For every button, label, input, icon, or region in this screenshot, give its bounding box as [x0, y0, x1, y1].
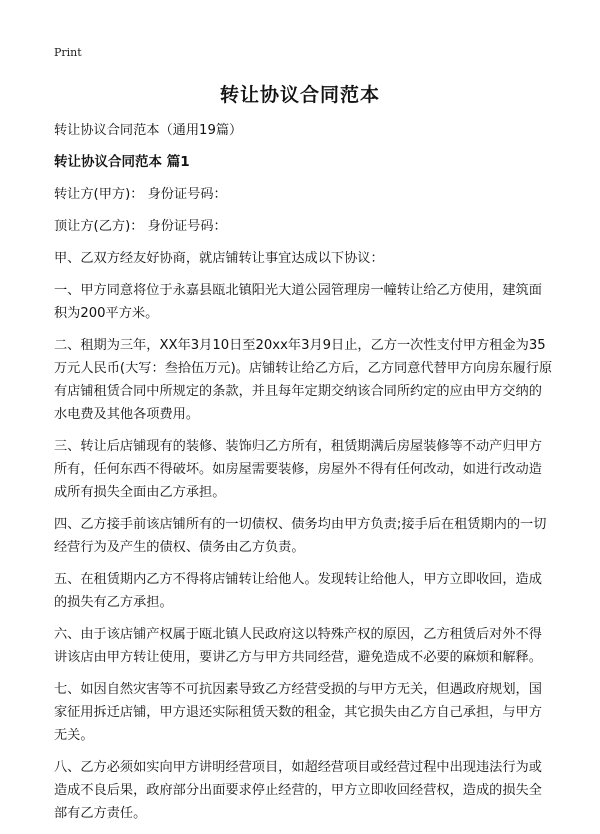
- paragraph-intro: 甲、乙双方经友好协商，就店铺转让事宜达成以下协议：: [54, 251, 384, 266]
- paragraph-clause-5: 五、在租赁期内乙方不得将店铺转让给他人。发现转让给他人，甲方立即收回，造成的损失有乙方承担。: [54, 572, 542, 610]
- document-subtitle: 转让协议合同范本（通用19篇）: [54, 123, 243, 138]
- paragraph-clause-4: 四、乙方接手前该店铺所有的一切债权、债务均由甲方负责;接手后在租赁期内的一切经营行为及产生的债权、债务由乙方负责。: [54, 517, 547, 555]
- document-body: [54, 119, 554, 834]
- paragraph-clause-2: 二、租期为三年，XX年3月10日至20xx年3月9日止，乙方一次性支付甲方租金为35万元人民币(大写：叁拾伍万元)。店铺转让给乙方后，乙方同意代替甲方向房东履行原有店铺租赁合同中所规定的条款，并且每年定期交纳该合同所约定的应由甲方交纳的水电费及其他各项费用。: [54, 338, 553, 422]
- print-link[interactable]: Print: [54, 46, 82, 59]
- paragraph-clause-6: 六、由于该店铺产权属于瓯北镇人民政府这以特殊产权的原因，乙方租赁后对外不得讲该店由甲方转让使用，要讲乙方与甲方共同经营，避免造成不必要的麻烦和解释。: [54, 627, 542, 665]
- paragraph-clause-1: 一、甲方同意将位于永嘉县瓯北镇阳光大道公园管理房一幢转让给乙方使用，建筑面积为200平方米。: [54, 283, 542, 321]
- paragraph-transferee: 顶让方(乙方)： 身份证号码：: [54, 219, 227, 234]
- paragraph-clause-3: 三、转让后店铺现有的装修、装饰归乙方所有，租赁期满后房屋装修等不动产归甲方所有，任何东西不得破坏。如房屋需要装修，房屋外不得有任何改动，如进行改动造成所有损失全面由乙方承担。: [54, 439, 542, 500]
- paragraph-clause-7: 七、如因自然灾害等不可抗因素导致乙方经营受损的与甲方无关，但遇政府规划，国家征用拆迁店铺，甲方退还实际租赁天数的租金，其它损失由乙方自己承担，与甲方无关。: [54, 682, 542, 743]
- paragraph-transferor: 转让方(甲方)： 身份证号码：: [54, 187, 227, 202]
- paragraph-clause-8: 八、乙方必须如实向甲方讲明经营项目，如超经营项目或经营过程中出现违法行为或造成不良后果，政府部分出面要求停止经营的，甲方立即收回经营权，造成的损失全部有乙方责任。: [54, 760, 542, 821]
- document-title: 转让协议合同范本: [219, 84, 380, 106]
- section-heading: 转让协议合同范本 篇1: [54, 154, 190, 170]
